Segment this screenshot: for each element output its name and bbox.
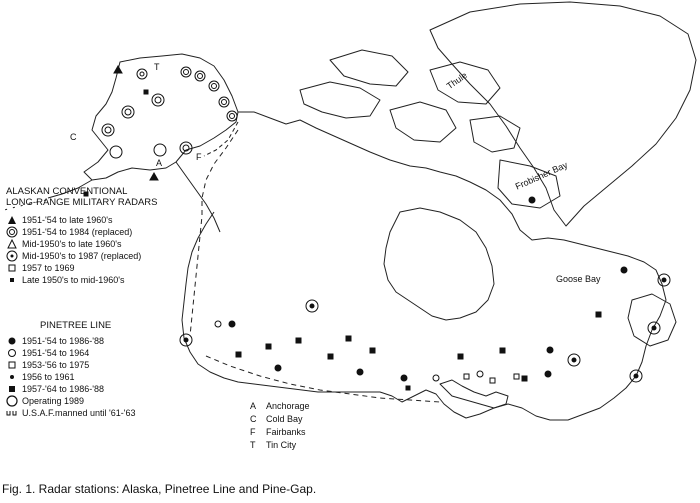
radar-site-icon — [275, 365, 281, 371]
small-dot-icon — [6, 371, 18, 383]
radar-site-icon — [219, 97, 229, 107]
canada-outline — [182, 112, 666, 420]
label-thule: Thule — [444, 70, 470, 92]
abbreviation-label: Anchorage — [266, 401, 310, 411]
radar-site-icon — [154, 144, 166, 156]
double-circle-icon — [6, 226, 18, 238]
radar-site-icon — [529, 197, 535, 203]
pinetree-legend-label: 1953-'56 to 1975 — [22, 359, 90, 370]
filled-square-icon — [6, 274, 18, 286]
pinetree-legend-title: PINETREE LINE — [40, 320, 112, 331]
label-alaska-f: F — [196, 152, 202, 162]
radar-site-icon — [227, 111, 237, 121]
great-lakes-outline — [440, 380, 508, 408]
abbreviation-letter: T — [250, 440, 256, 450]
abbreviation-row — [250, 413, 310, 426]
abbreviation-letter: C — [250, 414, 257, 424]
abbreviation-letter: F — [250, 427, 256, 437]
radar-site-icon — [545, 371, 551, 377]
alaska-legend-label: 1951-'54 to 1984 (replaced) — [22, 226, 133, 237]
abbreviation-label: Cold Bay — [266, 414, 303, 424]
radar-site-icon — [110, 146, 122, 158]
open-triangle-icon — [6, 238, 18, 250]
filled-circle-icon — [6, 335, 18, 347]
figure-caption: Fig. 1. Radar stations: Alaska, Pinetree Line and Pine-Gap. — [2, 482, 317, 496]
alaska-legend-item — [6, 250, 158, 262]
pinetree-legend-label: 1957-'64 to 1986-'88 — [22, 383, 105, 394]
abbreviation-letter: A — [250, 401, 257, 411]
alaska-legend-item — [6, 262, 158, 274]
radar-site-icon — [229, 321, 235, 327]
alaska-legend-label: 1951-'54 to late 1960's — [22, 214, 113, 225]
radar-site-icon — [102, 124, 114, 136]
alaska-legend-item — [6, 274, 158, 286]
alaska-border — [204, 122, 238, 156]
radar-site-icon — [621, 267, 627, 273]
pinetree-legend-item — [6, 407, 136, 419]
alaska-legend-item — [6, 214, 158, 226]
label-frobisher-bay: Frobisher Bay — [513, 159, 570, 192]
alaska-panhandle-outline — [176, 162, 220, 232]
pinetree-legend-item — [6, 383, 136, 395]
pinetree-legend-label: U.S.A.F.manned until '61-'63 — [22, 407, 136, 418]
radar-site-icon — [401, 375, 407, 381]
pinetree-legend-label: 1956 to 1961 — [22, 371, 75, 382]
filled-square-icon — [6, 383, 18, 395]
pinetree-legend-label: 1951-'54 to 1964 — [22, 347, 90, 358]
alaska-legend-label: Mid-1950's to 1987 (replaced) — [22, 250, 142, 261]
abbreviation-row — [250, 400, 310, 413]
open-square-icon — [6, 359, 18, 371]
abbreviation-key — [250, 400, 310, 452]
pinetree-legend — [6, 320, 136, 419]
pinetree-legend-label: Operating 1989 — [22, 395, 85, 406]
pinetree-legend-item — [6, 347, 136, 359]
pinetree-legend-item — [6, 371, 136, 383]
radar-site-icon — [357, 369, 363, 375]
alaska-legend-label: Late 1950's to mid-1960's — [22, 274, 125, 285]
alaska-legend — [6, 186, 158, 286]
alaska-legend-label: Mid-1950's to late 1960's — [22, 238, 122, 249]
alaska-legend-item — [6, 226, 158, 238]
radar-site-icon — [137, 69, 147, 79]
arctic-islands-outline — [300, 82, 380, 118]
newfoundland-outline — [628, 294, 676, 346]
pinetree-legend-label: 1951-'54 to 1986-'88 — [22, 335, 105, 346]
pinetree-legend-item — [6, 359, 136, 371]
abbreviation-row — [250, 426, 310, 439]
radar-markers — [84, 66, 670, 390]
alaska-legend-label: 1957 to 1969 — [22, 262, 75, 273]
greenland-outline — [430, 2, 696, 226]
open-circle-icon — [6, 347, 18, 359]
filled-triangle-icon — [6, 214, 18, 226]
radar-site-icon — [180, 142, 192, 154]
alaska-legend-title-1: ALASKAN CONVENTIONAL — [6, 186, 128, 197]
radar-site-icon — [152, 94, 164, 106]
label-goose-bay: Goose Bay — [556, 274, 601, 284]
pinetree-legend-item — [6, 395, 136, 407]
alaska-legend-title-2: LONG-RANGE MILITARY RADARS — [6, 197, 158, 208]
label-alaska-c: C — [70, 132, 77, 142]
uu-icon — [6, 407, 18, 419]
radar-site-icon — [181, 67, 191, 77]
radar-site-icon — [195, 71, 205, 81]
abbreviation-row — [250, 439, 310, 452]
radar-site-icon — [122, 106, 134, 118]
alaska-legend-item — [6, 238, 158, 250]
dot-in-circle-icon — [6, 250, 18, 262]
large-circle-icon — [6, 395, 18, 407]
radar-site-icon — [209, 81, 219, 91]
abbreviation-label: Tin City — [266, 440, 297, 450]
open-square-icon — [6, 262, 18, 274]
radar-site-icon — [547, 347, 553, 353]
pinetree-legend-item — [6, 335, 136, 347]
label-alaska-a: A — [156, 158, 163, 168]
abbreviation-label: Fairbanks — [266, 427, 306, 437]
hudson-bay-outline — [384, 208, 494, 320]
label-alaska-t: T — [154, 62, 160, 72]
